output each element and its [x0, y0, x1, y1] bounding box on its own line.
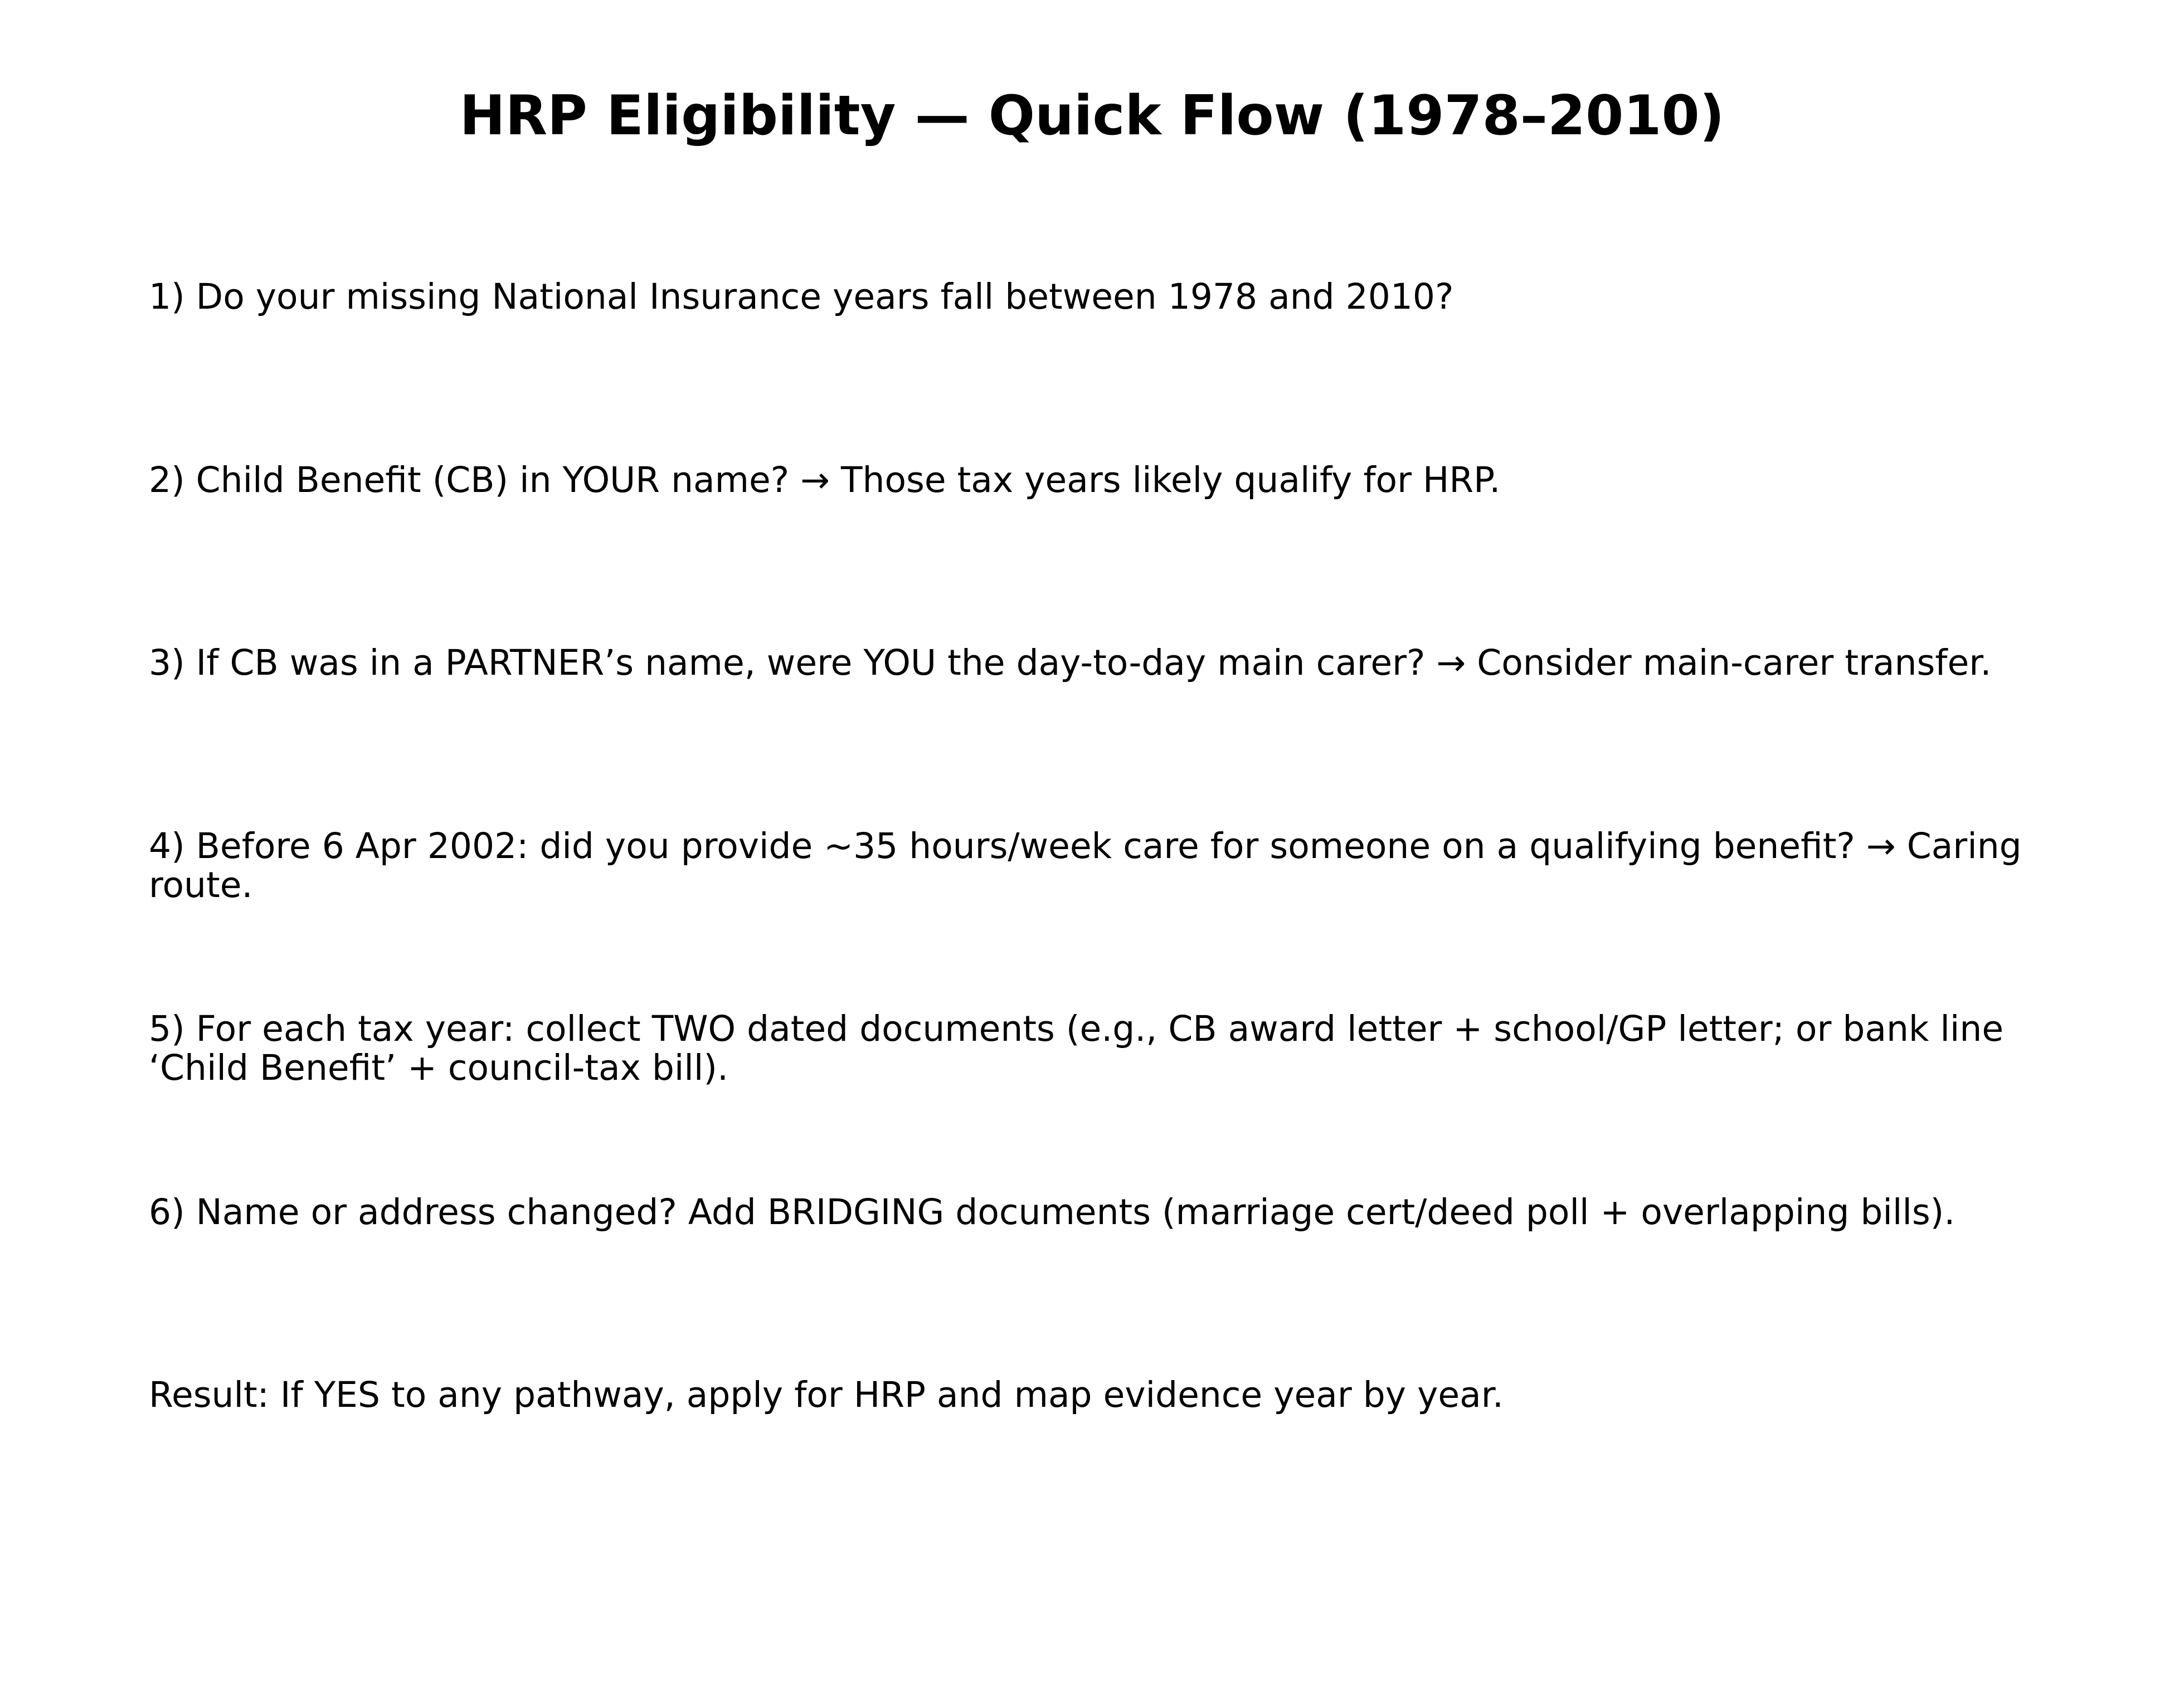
step-4-line-1: 4) Before 6 Apr 2002: did you provide ~35 hours/week care for someone on a qualifying benefit? → Caring: [149, 826, 2022, 866]
step-1: [149, 277, 2122, 316]
step-1-line-1: 1) Do your missing National Insurance years fall between 1978 and 2010?: [149, 276, 1454, 317]
step-6: [149, 1193, 2122, 1232]
step-2: [149, 461, 2122, 500]
step-6-line-1: 6) Name or address changed? Add BRIDGING documents (marriage cert/deed poll + overlapping bills).: [149, 1192, 1956, 1232]
step-5-line-2: ‘Child Benefit’ + council-tax bill).: [149, 1047, 729, 1088]
step-4: [149, 827, 2122, 905]
step-3-line-1: 3) If CB was in a PARTNER’s name, were YOU the day-to-day main carer? → Consider main-carer transfer.: [149, 642, 1992, 683]
step-3: [149, 644, 2122, 683]
step-4-line-2: route.: [149, 865, 253, 905]
step-5: [149, 1010, 2122, 1088]
result-text: Result: If YES to any pathway, apply for HRP and map evidence year by year.: [149, 1375, 1504, 1415]
step-2-line-1: 2) Child Benefit (CB) in YOUR name? → Those tax years likely qualify for HRP.: [149, 460, 1501, 500]
page-title: HRP Eligibility — Quick Flow (1978–2010): [459, 84, 1725, 148]
step-5-line-1: 5) For each tax year: collect TWO dated documents (e.g., CB award letter + school/GP letter; or bank line: [149, 1008, 2004, 1049]
